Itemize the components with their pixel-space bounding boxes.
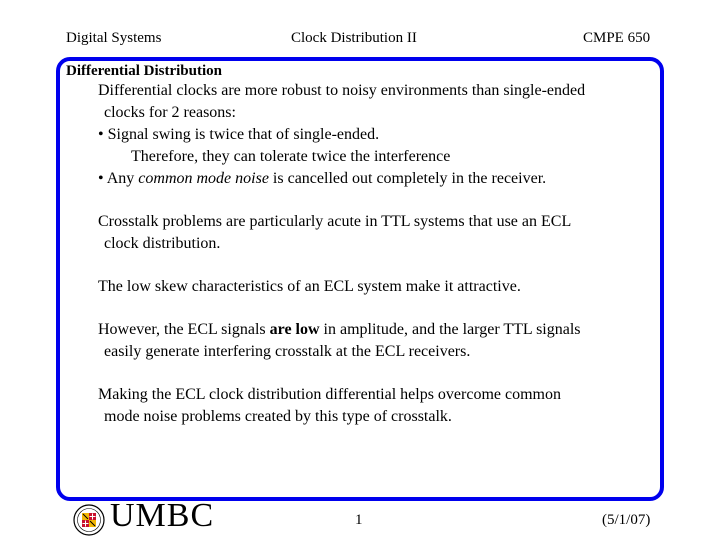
intro-line-2: clocks for 2 reasons: xyxy=(104,104,236,121)
paragraph-5-line-1: Making the ECL clock distribution differential helps overcome common xyxy=(98,386,561,403)
umbc-seal-icon xyxy=(73,504,105,536)
header-course-code: CMPE 650 xyxy=(583,30,651,46)
intro-line-1: Differential clocks are more robust to noisy environments than single-ended xyxy=(98,82,586,99)
bullet-1-continuation: Therefore, they can tolerate twice the interference xyxy=(131,148,451,165)
paragraph-2-line-1: Crosstalk problems are particularly acute in TTL systems that use an ECL xyxy=(98,213,572,230)
paragraph-4-prefix: However, the ECL signals xyxy=(98,321,270,338)
paragraph-2-line-2: clock distribution. xyxy=(104,235,221,252)
paragraph-4-line-2: easily generate interfering crosstalk at the ECL receivers. xyxy=(104,343,471,360)
slide-body xyxy=(98,80,658,428)
bullet-2-suffix: is cancelled out completely in the receiver. xyxy=(268,170,547,187)
paragraph-4-line-1 xyxy=(98,319,658,341)
page-number: 1 xyxy=(355,512,363,528)
paragraph-3: The low skew characteristics of an ECL system make it attractive. xyxy=(98,278,521,295)
slide-date: (5/1/07) xyxy=(602,512,651,528)
paragraph-5-line-2: mode noise problems created by this type of crosstalk. xyxy=(104,408,452,425)
slide-heading: Differential Distribution xyxy=(66,63,222,79)
umbc-logo-text: UMBC xyxy=(110,497,215,534)
bullet-2-prefix: • Any xyxy=(98,170,139,187)
paragraph-4-suffix: in amplitude, and the larger TTL signals xyxy=(319,321,581,338)
bullet-2 xyxy=(98,168,658,190)
bullet-1: • Signal swing is twice that of single-ended. xyxy=(98,126,380,143)
paragraph-4-bold: are low xyxy=(269,321,320,338)
header-topic-title: Clock Distribution II xyxy=(291,30,417,46)
bullet-2-emphasis: common mode noise xyxy=(138,170,269,187)
header-course-title: Digital Systems xyxy=(66,30,162,46)
